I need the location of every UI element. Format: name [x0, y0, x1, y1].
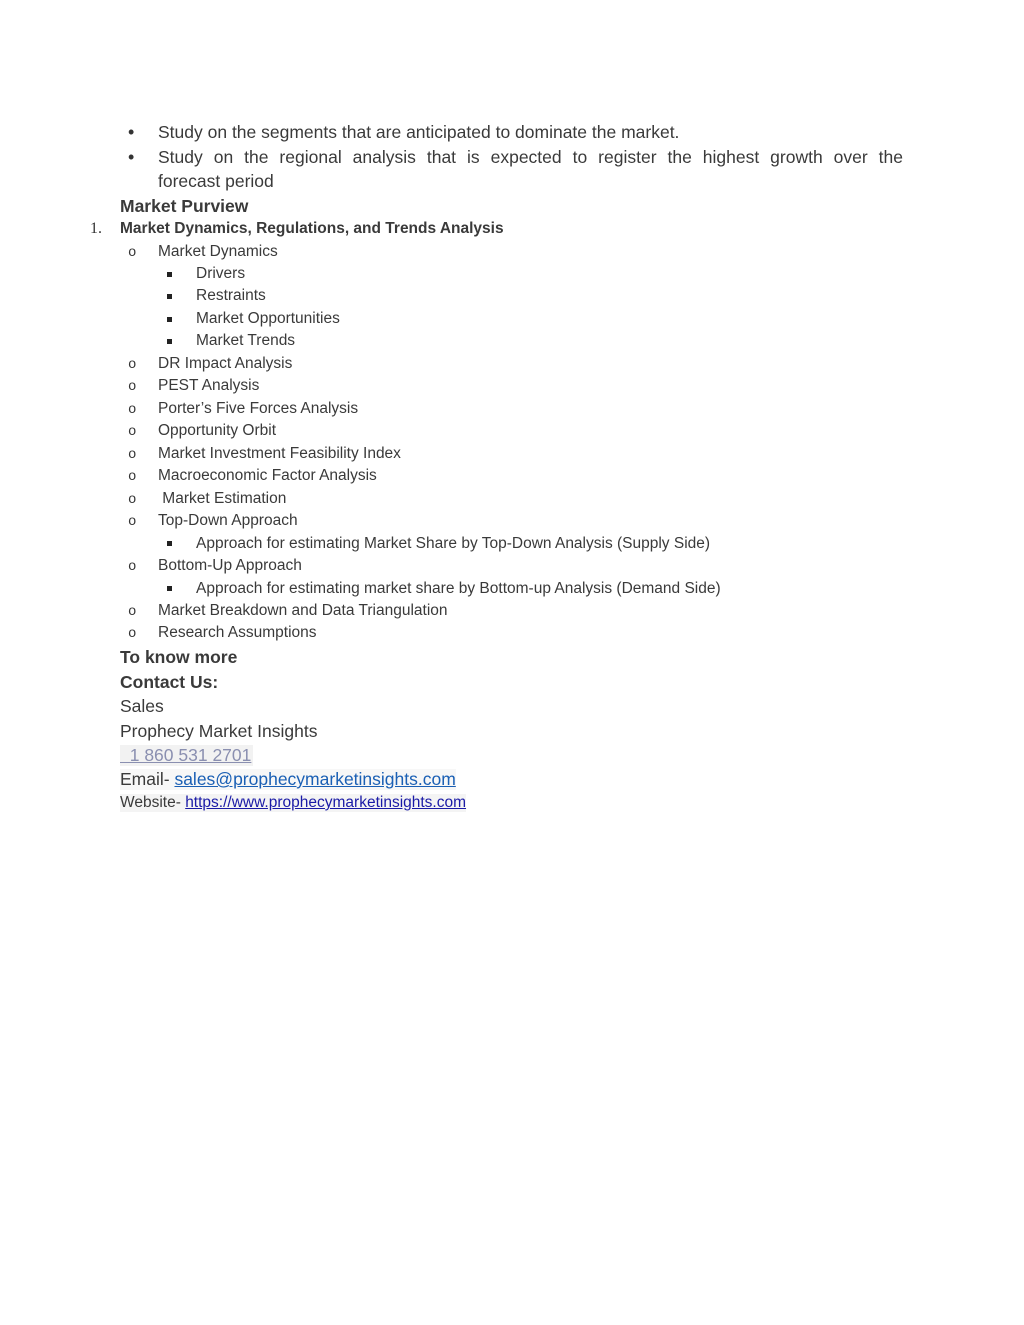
list-marker: o: [128, 379, 137, 395]
section-number: 1.: [90, 220, 102, 237]
sub-list-item: Market Trends: [196, 332, 296, 349]
list-item: Top-Down Approach: [158, 512, 298, 529]
list-item: Porter’s Five Forces Analysis: [158, 400, 359, 417]
bullet-regional-continued: forecast period: [158, 171, 274, 191]
list-item: Market Breakdown and Data Triangulation: [158, 602, 448, 619]
list-marker: o: [128, 245, 137, 261]
sub-list-item: Drivers: [196, 265, 246, 282]
list-item: DR Impact Analysis: [158, 355, 293, 372]
sub-list-item: Restraints: [196, 287, 266, 304]
list-item: Bottom-Up Approach: [158, 557, 302, 574]
list-marker: o: [128, 604, 137, 620]
company-name: Prophecy Market Insights: [120, 721, 318, 741]
square-bullet-icon: [167, 317, 172, 322]
list-marker: o: [128, 492, 137, 508]
sub-list-item: Approach for estimating market share by Bottom-up Analysis (Demand Side): [196, 580, 721, 597]
square-bullet-icon: [167, 294, 172, 299]
list-item: Market Investment Feasibility Index: [158, 445, 401, 462]
website-label: Website-: [120, 794, 186, 811]
bullet-marker: •: [128, 147, 135, 167]
list-item: PEST Analysis: [158, 377, 260, 394]
list-item: Research Assumptions: [158, 624, 317, 641]
email-link[interactable]: sales@prophecymarketinsights.com: [174, 769, 456, 789]
bullet-regional: Study on the regional analysis that is expected to register the highest growth over the: [158, 147, 903, 167]
list-marker: o: [128, 626, 137, 642]
contact-us-heading: Contact Us:: [120, 672, 219, 692]
list-item: Market Estimation: [158, 490, 287, 507]
list-marker: o: [128, 402, 137, 418]
list-item: Opportunity Orbit: [158, 422, 277, 439]
square-bullet-icon: [167, 541, 172, 546]
sub-list-item: Approach for estimating Market Share by Top-Down Analysis (Supply Side): [196, 535, 711, 552]
website-link[interactable]: https://www.prophecymarketinsights.com: [185, 794, 467, 811]
list-item: Macroeconomic Factor Analysis: [158, 467, 377, 484]
sub-list-item: Market Opportunities: [196, 310, 340, 327]
list-marker: o: [128, 424, 137, 440]
square-bullet-icon: [167, 272, 172, 277]
list-marker: o: [128, 447, 137, 463]
square-bullet-icon: [167, 586, 172, 591]
bullet-segments: Study on the segments that are anticipated to dominate the market.: [158, 122, 680, 142]
email-label: Email-: [120, 769, 175, 789]
square-bullet-icon: [167, 339, 172, 344]
website-line: [120, 794, 466, 812]
bullet-marker: •: [128, 122, 135, 142]
to-know-more-heading: To know more: [120, 647, 238, 667]
section-title: Market Dynamics, Regulations, and Trends Analysis: [120, 220, 504, 237]
list-item: Market Dynamics: [158, 243, 278, 260]
list-marker: o: [128, 514, 137, 530]
list-marker: o: [128, 559, 137, 575]
market-purview-heading: Market Purview: [120, 196, 249, 216]
list-marker: o: [128, 469, 137, 485]
sales-label: Sales: [120, 696, 164, 716]
phone-link[interactable]: 1 860 531 2701: [120, 745, 252, 765]
list-marker: o: [128, 357, 137, 373]
email-line: [120, 769, 456, 790]
